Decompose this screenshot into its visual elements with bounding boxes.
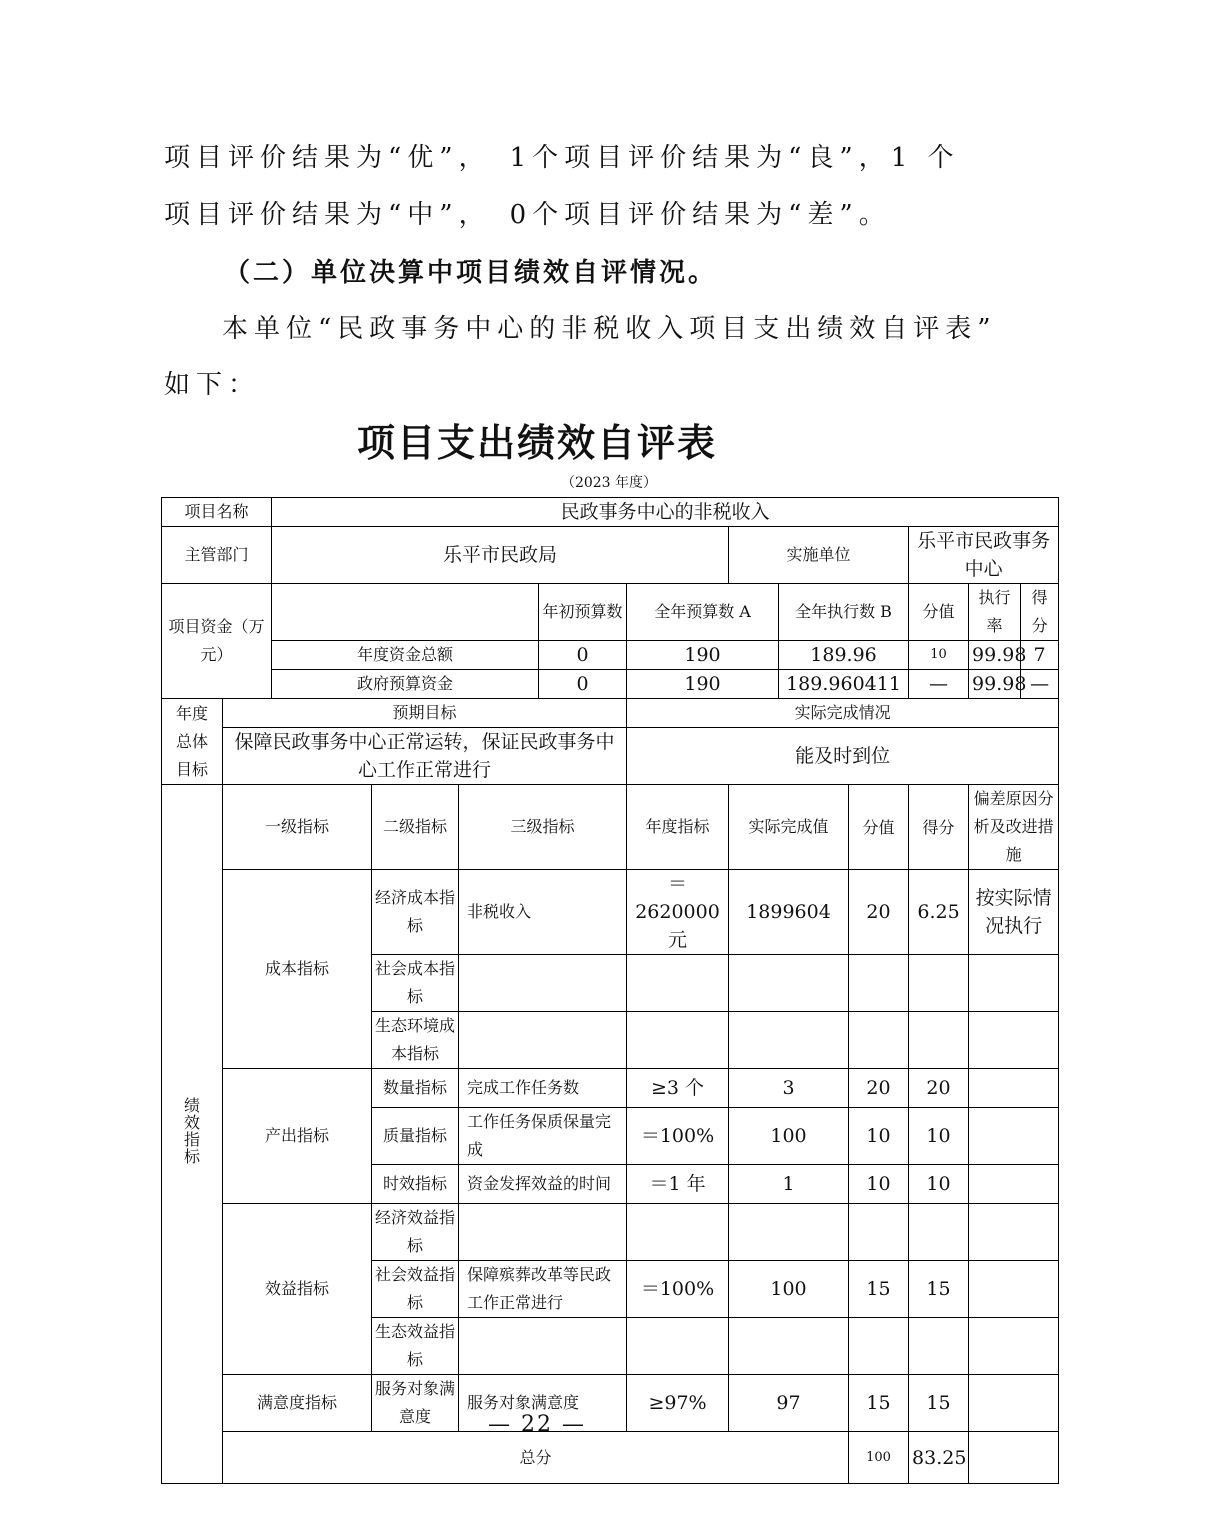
weight-cell: 20 xyxy=(849,1069,909,1108)
funds-executed: 189.96 xyxy=(779,641,909,670)
table-row xyxy=(162,699,1059,728)
page-number: — 22 — xyxy=(488,1412,586,1437)
header-score: 得分 xyxy=(909,785,969,870)
total-score: 83.25 xyxy=(909,1432,969,1484)
funds-annual: 190 xyxy=(627,670,779,699)
target-cell: ≥3 个 xyxy=(627,1069,729,1108)
l2-cell: 社会成本指标 xyxy=(372,955,459,1012)
l3-cell: 完成工作任务数 xyxy=(459,1069,627,1108)
actual-cell: 1 xyxy=(729,1165,849,1204)
score-cell: 6.25 xyxy=(909,870,969,955)
funds-score: 7 xyxy=(1021,641,1059,670)
actual-cell: 100 xyxy=(729,1261,849,1318)
actual-cell: 3 xyxy=(729,1069,849,1108)
total-weight: 100 xyxy=(849,1432,909,1484)
goals-expected: 保障民政事务中心正常运转，保证民政事务中心工作正常进行 xyxy=(223,728,627,785)
table-row xyxy=(162,870,1059,955)
l3-cell: 保障殡葬改革等民政工作正常进行 xyxy=(459,1261,627,1318)
score-cell: 20 xyxy=(909,1069,969,1108)
funds-header: 分值 xyxy=(909,584,969,641)
l2-cell: 经济效益指标 xyxy=(372,1204,459,1261)
target-cell: ≥97% xyxy=(627,1375,729,1432)
funds-header: 得分 xyxy=(1021,584,1059,641)
funds-rate: 99.98 xyxy=(969,670,1021,699)
goals-actual-label: 实际完成情况 xyxy=(627,699,1059,728)
table-row xyxy=(162,1432,1059,1484)
l2-cell: 社会效益指标 xyxy=(372,1261,459,1318)
weight-cell: 15 xyxy=(849,1261,909,1318)
table-row xyxy=(162,1204,1059,1261)
l2-cell: 时效指标 xyxy=(372,1165,459,1204)
l2-cell: 服务对象满意度 xyxy=(372,1375,459,1432)
output-label: 产出指标 xyxy=(223,1069,372,1204)
weight-cell: 10 xyxy=(849,1108,909,1165)
satisfaction-label: 满意度指标 xyxy=(223,1375,372,1432)
l2-cell: 生态环境成本指标 xyxy=(372,1012,459,1069)
score-cell: 15 xyxy=(909,1261,969,1318)
intro-line-4: 如下： xyxy=(164,370,261,400)
target-cell: ＝1 年 xyxy=(627,1165,729,1204)
weight-cell: 20 xyxy=(849,870,909,955)
table-row xyxy=(162,527,1059,584)
project-name-label: 项目名称 xyxy=(162,498,272,527)
project-name: 民政事务中心的非税收入 xyxy=(272,498,1059,527)
intro-line-1: 项目评价结果为“优”， 1个项目评价结果为“良”，1 个 xyxy=(164,143,960,173)
score-cell: 10 xyxy=(909,1108,969,1165)
l3-cell: 服务对象满意度 xyxy=(459,1375,627,1432)
funds-row-name: 年度资金总额 xyxy=(272,641,539,670)
goals-side-text: 年度总体目标 xyxy=(175,703,208,779)
funds-header: 执行率 xyxy=(969,584,1021,641)
intro-line-3: 本单位“民政事务中心的非税收入项目支出绩效自评表” xyxy=(222,314,997,344)
table-row xyxy=(162,785,1059,870)
l2-cell: 质量指标 xyxy=(372,1108,459,1165)
dept-label: 主管部门 xyxy=(162,527,272,584)
funds-initial: 0 xyxy=(539,641,627,670)
funds-label: 项目资金（万元） xyxy=(162,584,272,699)
actual-cell: 97 xyxy=(729,1375,849,1432)
header-l2: 二级指标 xyxy=(372,785,459,870)
funds-initial: 0 xyxy=(539,670,627,699)
table-row xyxy=(162,728,1059,785)
actual-cell: 1899604 xyxy=(729,870,849,955)
header-remark: 偏差原因分析及改进措施 xyxy=(969,785,1059,870)
target-cell: ＝100% xyxy=(627,1261,729,1318)
header-l1: 一级指标 xyxy=(223,785,372,870)
weight-cell: 15 xyxy=(849,1375,909,1432)
indicators-side-text: 绩效指标 xyxy=(184,1096,201,1166)
remark-cell: 按实际情况执行 xyxy=(969,870,1059,955)
target-cell: ＝2620000元 xyxy=(627,870,729,955)
table-row xyxy=(162,1069,1059,1108)
total-label: 总分 xyxy=(223,1432,849,1484)
score-cell: 15 xyxy=(909,1375,969,1432)
l3-cell: 资金发挥效益的时间 xyxy=(459,1165,627,1204)
l2-cell: 数量指标 xyxy=(372,1069,459,1108)
indicators-side-label xyxy=(162,785,223,1484)
funds-header: 全年预算数 A xyxy=(627,584,779,641)
funds-executed: 189.960411 xyxy=(779,670,909,699)
l3-cell: 非税收入 xyxy=(459,870,627,955)
funds-row-name: 政府预算资金 xyxy=(272,670,539,699)
weight-cell: 10 xyxy=(849,1165,909,1204)
target-cell: ＝100% xyxy=(627,1108,729,1165)
goals-actual: 能及时到位 xyxy=(627,728,1059,785)
table-year: （2023 年度） xyxy=(560,475,658,491)
cost-label: 成本指标 xyxy=(223,870,372,1069)
funds-header: 全年执行数 B xyxy=(779,584,909,641)
funds-score: — xyxy=(1021,670,1059,699)
header-actual: 实际完成值 xyxy=(729,785,849,870)
table-row xyxy=(162,641,1059,670)
l3-cell: 工作任务保质保量完成 xyxy=(459,1108,627,1165)
table-row xyxy=(162,498,1059,527)
table-row xyxy=(162,584,1059,641)
intro-line-2: 项目评价结果为“中”， 0个项目评价结果为“差”。 xyxy=(164,200,891,230)
header-target: 年度指标 xyxy=(627,785,729,870)
funds-annual: 190 xyxy=(627,641,779,670)
goals-side-label xyxy=(162,699,223,785)
dept-value: 乐平市民政局 xyxy=(272,527,729,584)
impl-label: 实施单位 xyxy=(729,527,909,584)
impl-value: 乐平市民政事务中心 xyxy=(909,527,1059,584)
section-heading: （二）单位决算中项目绩效自评情况。 xyxy=(224,258,718,288)
funds-weight: 10 xyxy=(909,641,969,670)
funds-rate: 99.98 xyxy=(969,641,1021,670)
table-title: 项目支出绩效自评表 xyxy=(356,421,717,465)
header-weight: 分值 xyxy=(849,785,909,870)
actual-cell: 100 xyxy=(729,1108,849,1165)
l2-cell: 生态效益指标 xyxy=(372,1318,459,1375)
score-cell: 10 xyxy=(909,1165,969,1204)
performance-table xyxy=(161,497,1059,1484)
benefit-label: 效益指标 xyxy=(223,1204,372,1375)
goals-expected-label: 预期目标 xyxy=(223,699,627,728)
l2-cell: 经济成本指标 xyxy=(372,870,459,955)
funds-weight: — xyxy=(909,670,969,699)
table-row xyxy=(162,670,1059,699)
funds-header: 年初预算数 xyxy=(539,584,627,641)
header-l3: 三级指标 xyxy=(459,785,627,870)
